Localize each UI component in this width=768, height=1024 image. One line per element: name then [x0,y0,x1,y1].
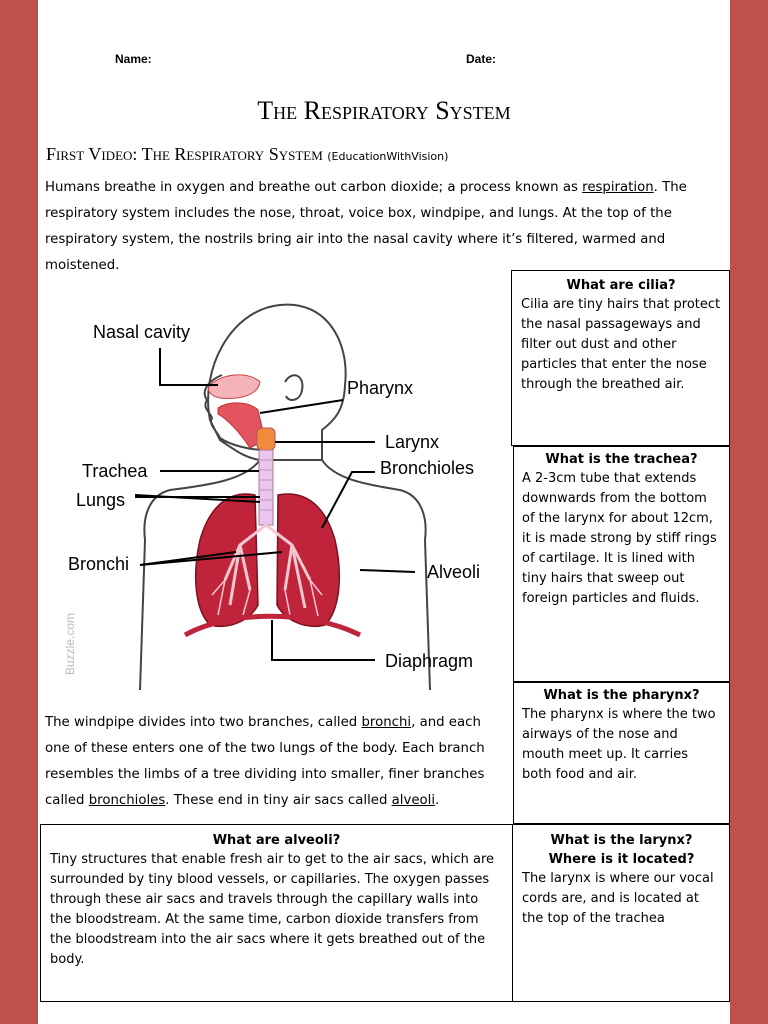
pharynx-question: What is the pharynx? [543,688,700,703]
pharynx-answer: The pharynx is where the two airways of the nose and mouth meet up. It carries both food and air. [522,707,716,782]
page-title: The Respiratory System [257,96,511,125]
cilia-answer: Cilia are tiny hairs that protect the nasal passageways and filter out dust and other particles that enter the nose through the breathed air. [521,297,721,392]
intro-text-2: . The respiratory system includes the nose, throat, voice box, windpipe, and lungs. At the top of the respiratory system, the nostrils bring air into the nasal cavity where it’s filtered, warmed and moistened. [45,180,687,273]
subtitle-main: First Video: The Respiratory System [46,144,323,164]
respiratory-diagram [60,290,500,690]
watermark-text: Buzzle.com [63,612,77,675]
label-trachea: Trachea [82,461,148,481]
subtitle-source: (EducationWithVision) [327,150,449,163]
larynx-question: What is the larynx? [550,833,693,848]
date-label: Date: [466,52,497,66]
branches-paragraph [45,710,507,814]
trachea-answer: A 2-3cm tube that extends downwards from the bottom of the larynx for about 12cm, it is made strong by stiff rings of cartilage. It is lined with tiny hairs that sweep out foreign particles and fluids. [522,471,717,606]
term-bronchioles: bronchioles [88,793,166,808]
pharynx-box [513,682,730,824]
term-respiration: respiration [582,180,654,195]
cilia-question: What are cilia? [566,278,676,293]
branches-text-1: The windpipe divides into two branches, called [45,715,362,730]
worksheet-page-top [38,0,730,150]
trachea-question: What is the trachea? [545,452,698,467]
larynx-answer: The larynx is where our vocal cords are, and is located at the top of the trachea [522,871,714,926]
larynx-location-question: Where is it located? [548,852,695,867]
alveoli-question: What are alveoli? [212,833,341,848]
larynx-box [512,824,730,1002]
branches-text-3: . These end in tiny air sacs called [165,793,392,808]
intro-text-1: Humans breathe in oxygen and breathe out carbon dioxide; a process known as [45,180,583,195]
alveoli-box [40,824,513,1002]
label-pharynx: Pharynx [347,378,414,398]
branches-text-2: , and each one of these enters one of the two lungs of the body. Each branch resembles the limbs of a tree dividing into smaller, finer branches called [45,715,485,808]
label-lungs: Lungs [76,490,126,510]
intro-paragraph [45,175,725,279]
video-subtitle [46,144,448,165]
term-bronchi: bronchi [361,715,412,730]
trachea-box [513,446,730,682]
label-larynx: Larynx [385,432,440,452]
branches-text-4: . [435,793,440,808]
name-label: Name: [115,52,152,66]
term-alveoli: alveoli [391,793,436,808]
label-nasal-cavity: Nasal cavity [93,322,191,342]
label-bronchioles: Bronchioles [380,458,475,478]
label-diaphragm: Diaphragm [385,651,474,671]
label-bronchi: Bronchi [68,554,130,574]
label-alveoli: Alveoli [427,562,481,582]
alveoli-answer: Tiny structures that enable fresh air to get to the air sacs, which are surrounded by tiny blood vessels, or capillaries. The oxygen passes through these air sacs and travels through the capillary walls into the bloodstream. At the same time, carbon dioxide transfers from the bloodstream into the air sacs where it gets breathed out of the body. [50,852,494,967]
cilia-box [511,270,730,446]
